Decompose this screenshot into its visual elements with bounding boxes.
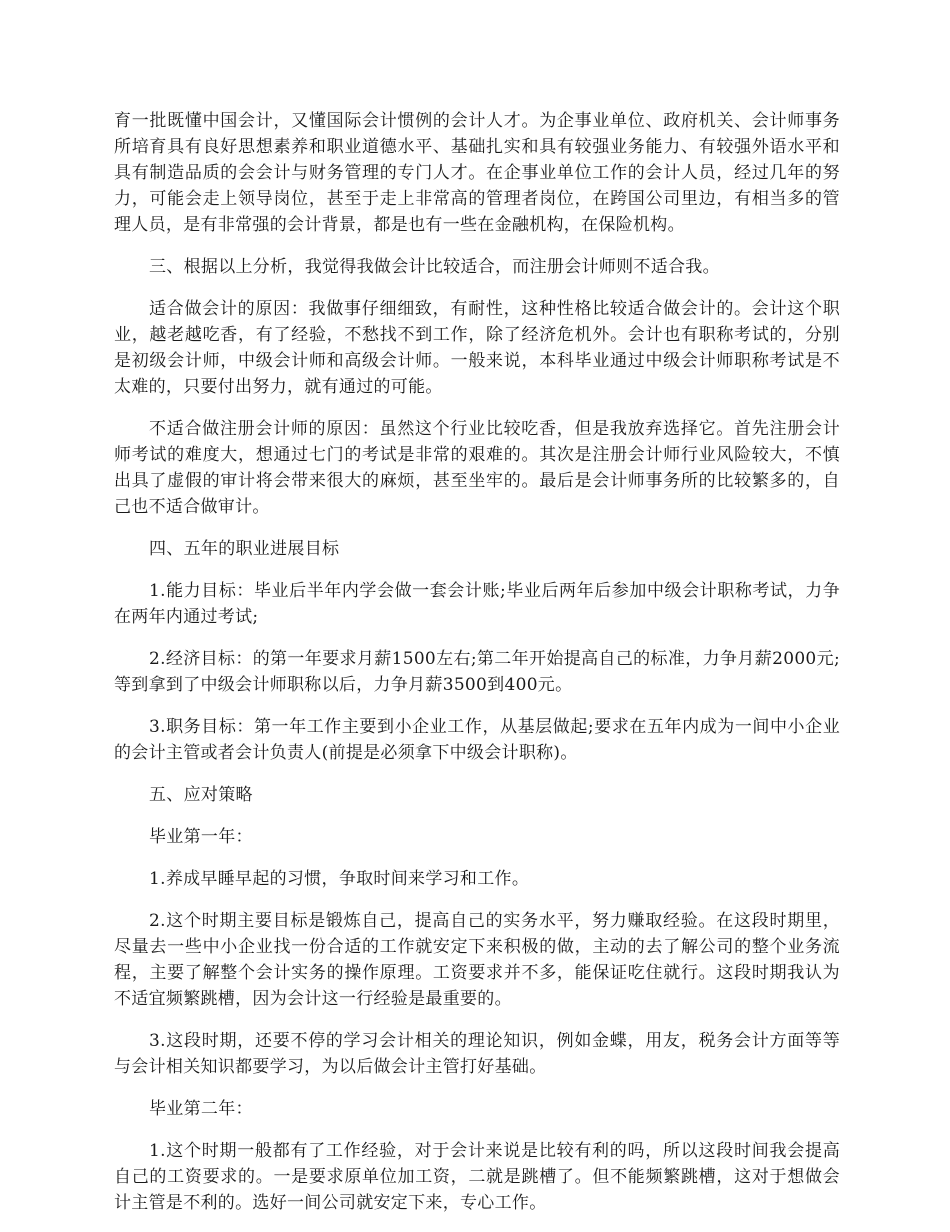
section-heading-strategy: 五、应对策略: [149, 785, 253, 805]
paragraph-suitable-reason: 适合做会计的原因：我做事仔细细致，有耐性，这种性格比较适合做会计的。会计这个职业，越老越吃香，有了经验，不愁找不到工作，除了经济危机外。会计也有职称考试的，分别是初级会计师，中级会计师和高级会计师。一般来说，本科毕业通过中级会计师职称考试是不太难的，只要付出努力，就有通过的可能。: [114, 299, 840, 397]
paragraph-first-year-3: 3.这段时期，还要不停的学习会计相关的理论知识，例如金蝶，用友，税务会计方面等等与会计相关知识都要学习，为以后做会计主管打好基础。: [114, 1031, 840, 1077]
paragraph-first-year-2: 2.这个时期主要目标是锻炼自己，提高自己的实务水平，努力赚取经验。在这段时期里，尽量去一些中小企业找一份合适的工作就安定下来积极的做，主动的去了解公司的整个业务流程，主要了解整个会计实务的操作原理。工资要求并不多，能保证吃住就行。这段时期我认为不适宜频繁跳槽，因为会计这一行经验是最重要的。: [114, 911, 840, 1009]
paragraph-intro-continuation: 育一批既懂中国会计，又懂国际会计惯例的会计人才。为企事业单位、政府机关、会计师事务所培育具有良好思想素养和职业道德水平、基础扎实和具有较强业务能力、有较强外语水平和具有制造品质的会会计与财务管理的专门人才。在企事业单位工作的会计人员，经过几年的努力，可能会走上领导岗位，甚至于走上非常高的管理者岗位，在跨国公司里边，有相当多的管理人员，是有非常强的会计背景，都是也有一些在金融机构，在保险机构。: [114, 111, 840, 235]
paragraph-unsuitable-reason: 不适合做注册会计师的原因：虽然这个行业比较吃香，但是我放弃选择它。首先注册会计师考试的难度大，想通过七门的考试是非常的艰难的。其次是注册会计师行业风险较大，不慎出具了虚假的审计将会带来很大的麻烦，甚至坐牢的。最后是会计师事务所的比较繁多的，自己也不适合做审计。: [114, 419, 840, 517]
paragraph-analysis-conclusion: 三、根据以上分析，我觉得我做会计比较适合，而注册会计师则不适合我。: [149, 257, 720, 277]
section-heading-goals: 四、五年的职业进展目标: [149, 539, 340, 559]
subheading-second-year: 毕业第二年：: [149, 1099, 253, 1119]
paragraph-second-year-1: 1.这个时期一般都有了工作经验，对于会计来说是比较有利的吗，所以这段时间我会提高自己的工资要求的。一是要求原单位加工资，二就是跳槽了。但不能频繁跳槽，这对于想做会计主管是不利的。选好一间公司就安定下来，专心工作。: [114, 1141, 840, 1213]
paragraph-position-goal: 3.职务目标：第一年工作主要到小企业工作，从基层做起;要求在五年内成为一间中小企业的会计主管或者会计负责人(前提是必须拿下中级会计职称)。: [114, 717, 840, 763]
paragraph-economic-goal: 2.经济目标：的第一年要求月薪1500左右;第二年开始提高自己的标准，力争月薪2000元;等到拿到了中级会计师职称以后，力争月薪3500到400元。: [114, 649, 840, 695]
paragraph-ability-goal: 1.能力目标：毕业后半年内学会做一套会计账;毕业后两年后参加中级会计职称考试，力争在两年内通过考试;: [114, 581, 840, 627]
document-page: [114, 108, 840, 1232]
paragraph-first-year-1: 1.养成早睡早起的习惯，争取时间来学习和工作。: [149, 869, 530, 889]
subheading-first-year: 毕业第一年：: [149, 827, 253, 847]
